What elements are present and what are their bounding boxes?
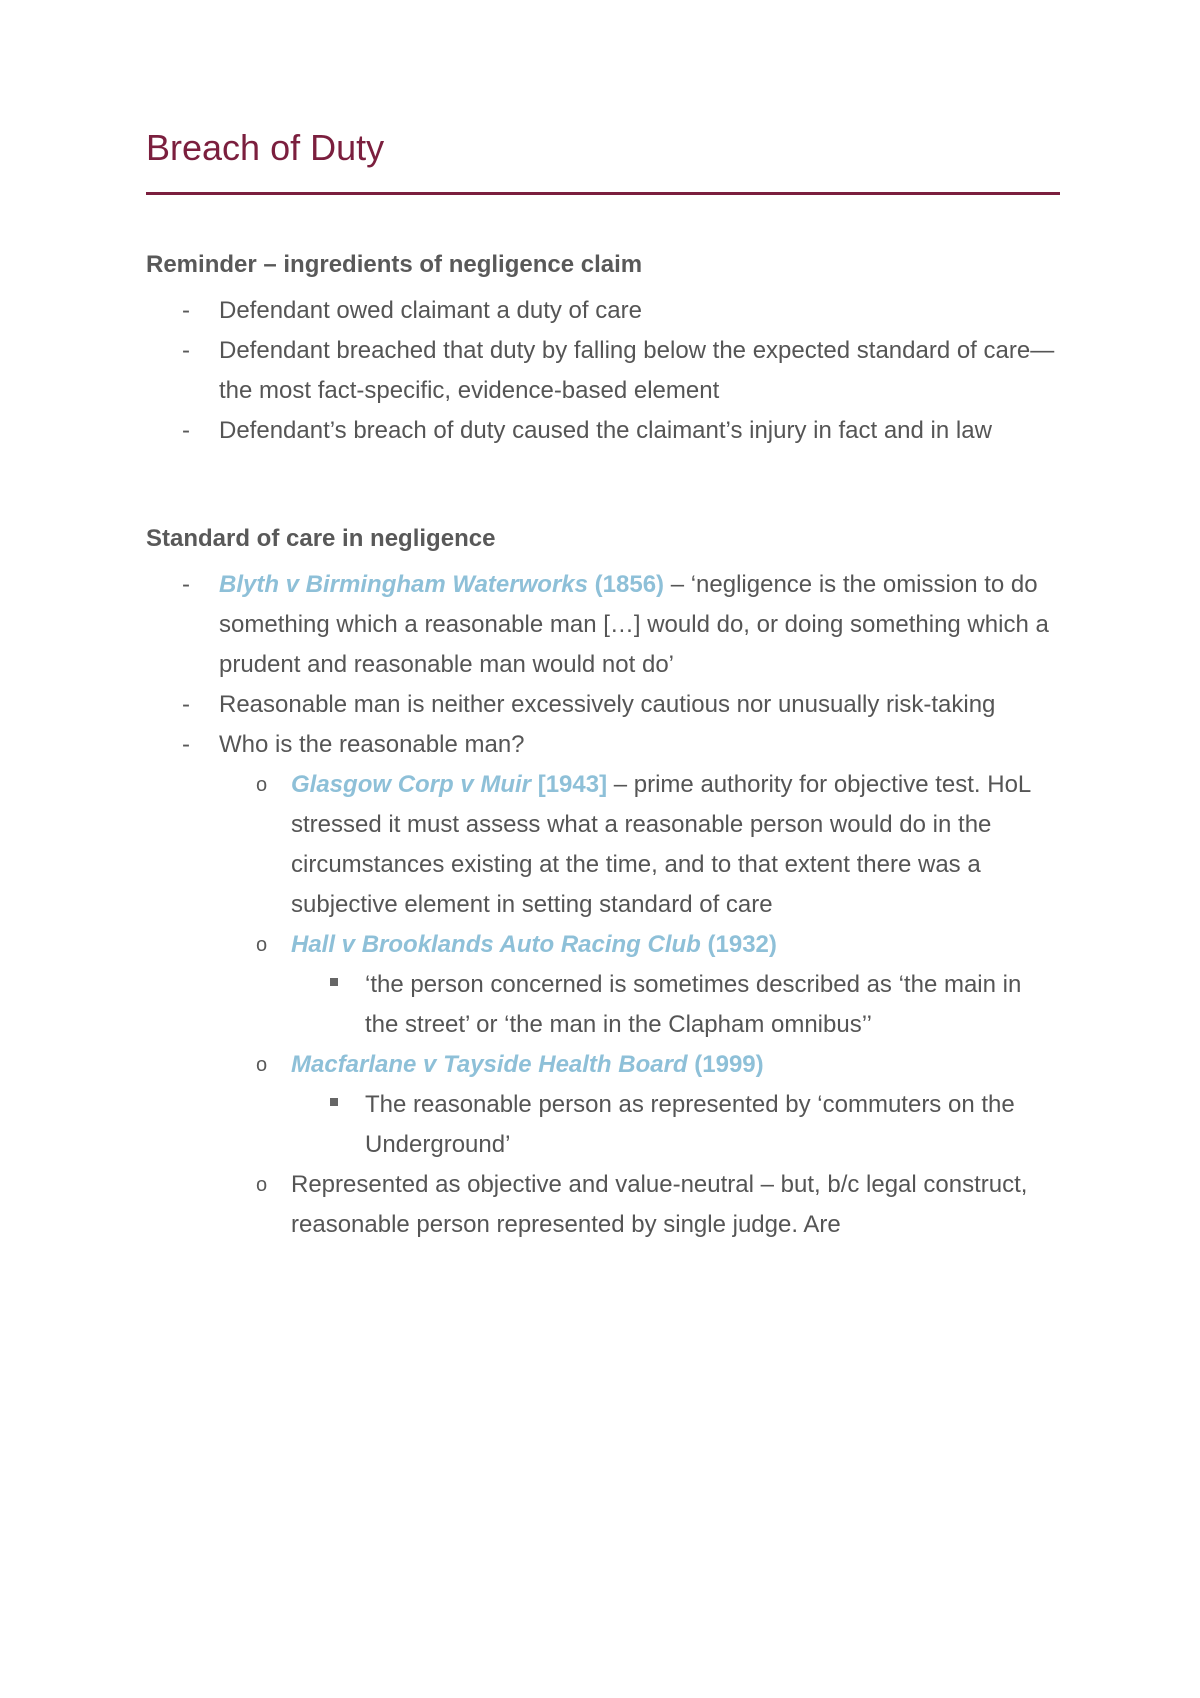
list-item <box>146 291 1060 331</box>
list-item-text: ‘the person concerned is sometimes described as ‘the main in the street’ or ‘the man in the Clapham omnibus’’ <box>365 971 1022 1038</box>
dash-bullet: - <box>182 571 190 598</box>
case-citation: (1999) <box>694 1051 764 1078</box>
list-item-text: Represented as objective and value-neutral – but, b/c legal construct, reasonable person represented by single judge. Are <box>291 1171 1028 1238</box>
circle-bullet: o <box>256 1174 268 1196</box>
square-bullet <box>330 978 338 986</box>
list-item <box>146 411 1060 451</box>
list-item-text: Defendant’s breach of duty caused the claimant’s injury in fact and in law <box>219 417 992 444</box>
case-name-macfarlane: Macfarlane v Tayside Health Board <box>291 1051 688 1078</box>
section-heading-standard-of-care: Standard of care in negligence <box>146 525 496 552</box>
list-item <box>146 565 1060 685</box>
sub-list-item <box>146 1165 1060 1245</box>
hall-quote-list <box>146 965 1060 1045</box>
case-name-blyth: Blyth v Birmingham Waterworks <box>219 571 588 598</box>
dash-bullet: - <box>182 691 190 718</box>
dash-bullet: - <box>182 417 190 444</box>
list-item-text: The reasonable person as represented by ‘commuters on the Underground’ <box>365 1091 1015 1158</box>
case-citation: [1943] <box>537 771 608 798</box>
sub-list-item <box>146 925 1060 965</box>
circle-bullet: o <box>256 934 268 956</box>
page-title: Breach of Duty <box>146 127 385 168</box>
list-item-text: Reasonable man is neither excessively cautious nor unusually risk-taking <box>219 691 996 718</box>
quote-list-item <box>146 965 1060 1045</box>
list-item-text: – prime authority for objective test. HoL stressed it must assess what a reasonable person would do in the circumstances existing at the time, and to that extent there was a subjective element in setting standard of care <box>291 771 1031 918</box>
sub-list-item <box>146 765 1060 925</box>
dash-bullet: - <box>182 297 190 324</box>
list-item <box>146 685 1060 725</box>
quote-list-item <box>146 1085 1060 1165</box>
case-name-glasgow: Glasgow Corp v Muir <box>291 771 532 798</box>
list-item <box>146 725 1060 765</box>
dash-bullet: - <box>182 731 190 758</box>
title-divider <box>146 192 1060 195</box>
standard-of-care-list <box>146 565 1060 1245</box>
circle-bullet: o <box>256 774 268 796</box>
list-item-text: Defendant owed claimant a duty of care <box>219 297 642 324</box>
list-item <box>146 331 1060 411</box>
reasonable-man-sublist <box>146 765 1060 1245</box>
list-item-text: – ‘negligence is the omission to do something which a reasonable man […] would do, or doing something which a prudent and reasonable man would not do’ <box>219 571 1049 678</box>
document-page <box>146 118 1060 1245</box>
case-citation: (1856) <box>594 571 665 598</box>
list-item-text: Defendant breached that duty by falling below the expected standard of care—the most fact-specific, evidence-based element <box>219 337 1055 404</box>
case-name-hall: Hall v Brooklands Auto Racing Club <box>291 931 701 958</box>
case-citation: (1932) <box>707 931 777 958</box>
list-item-text: Who is the reasonable man? <box>219 731 525 758</box>
section-heading-reminder: Reminder – ingredients of negligence claim <box>146 251 643 278</box>
circle-bullet: o <box>256 1054 268 1076</box>
square-bullet <box>330 1098 338 1106</box>
dash-bullet: - <box>182 337 190 364</box>
macfarlane-quote-list <box>146 1085 1060 1165</box>
ingredients-list <box>146 291 1060 451</box>
sub-list-item <box>146 1045 1060 1085</box>
